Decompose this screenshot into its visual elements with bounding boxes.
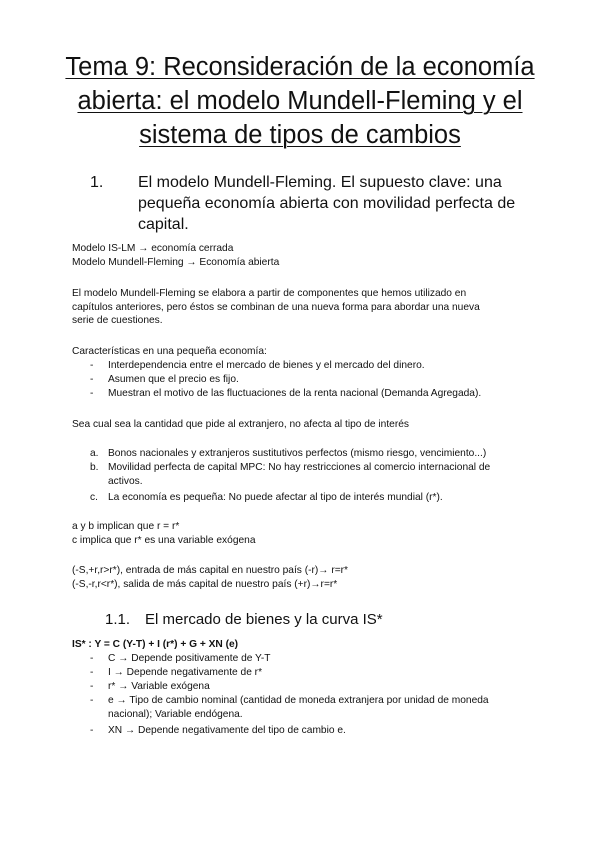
is-equation: IS* : Y = C (Y-T) + I (r*) + G + XN (e) xyxy=(72,639,239,650)
assumption-label: b. xyxy=(90,462,99,473)
flow-line: (-S,+r,r>r*), entrada de más capital en nuestro país (-r)→ r=r* xyxy=(72,565,349,576)
assumption-item xyxy=(0,447,600,461)
section-1-1-title: El mercado de bienes y la curva IS* xyxy=(145,611,383,628)
list-item xyxy=(0,724,600,738)
implication-line: a y b implican que r = r* xyxy=(72,521,180,532)
list-item-text: r* → Variable exógena xyxy=(108,681,210,692)
list-item xyxy=(0,666,600,680)
bullet-dash: - xyxy=(90,667,94,678)
list-item xyxy=(0,680,600,694)
assumption-line: activos. xyxy=(108,475,143,487)
bullet-dash: - xyxy=(90,725,94,736)
intro-line: El modelo Mundell-Fleming se elabora a partir de componentes que hemos utilizado en xyxy=(72,288,467,299)
section-1-title-line: pequeña economía abierta con movilidad perfecta de xyxy=(138,195,516,212)
list-item-text: I → Depende negativamente de r* xyxy=(108,667,263,678)
list-item-text xyxy=(108,694,538,721)
section-1-title-line: capital. xyxy=(138,216,189,233)
bullet-dash: - xyxy=(90,388,94,399)
bullet-dash: - xyxy=(90,360,94,371)
section-1-1-number: 1.1. xyxy=(105,611,131,628)
list-item-text: Muestran el motivo de las fluctuaciones de la renta nacional (Demanda Agregada). xyxy=(108,388,482,399)
model-line: Modelo Mundell-Fleming → Economía abierta xyxy=(72,256,280,268)
model-line: Modelo IS-LM → economía cerrada xyxy=(72,243,234,254)
list-item xyxy=(0,359,600,373)
bullet-dash: - xyxy=(90,653,94,664)
implication-line: c implica que r* es una variable exógena xyxy=(72,534,256,546)
intro-paragraph xyxy=(72,287,532,328)
list-item-text: Interdependencia entre el mercado de bienes y el mercado del dinero. xyxy=(108,360,425,371)
assumption-item xyxy=(0,461,600,489)
assumption-line: Movilidad perfecta de capital MPC: No hay restricciones al comercio internacional de xyxy=(108,462,491,473)
list-item-text: C → Depende positivamente de Y-T xyxy=(108,653,271,664)
list-item-line: e → Tipo de cambio nominal (cantidad de moneda extranjera por unidad de moneda xyxy=(108,695,489,706)
list-item xyxy=(0,652,600,666)
list-item-text: Asumen que el precio es fijo. xyxy=(108,374,239,385)
page-title: Tema 9: Reconsideración de la economía abierta: el modelo Mundell-Fleming y el sistema de tipos de cambios xyxy=(65,53,535,149)
list-item-text: XN → Depende negativamente del tipo de cambio e. xyxy=(108,725,346,736)
assumption-text: Bonos nacionales y extranjeros sustitutivos perfectos (mismo riesgo, vencimiento...) xyxy=(108,448,487,459)
intro-line: capítulos anteriores, pero éstos se combinan de una nueva forma para abordar una nueva xyxy=(72,301,480,313)
assumption-text: La economía es pequeña: No puede afectar al tipo de interés mundial (r*). xyxy=(108,492,443,503)
flows-paragraph xyxy=(72,564,532,591)
characteristics-heading: Características en una pequeña economía: xyxy=(72,346,267,357)
flow-line: (-S,-r,r<r*), salida de más capital de nuestro país (+r)→r=r* xyxy=(72,578,338,590)
assumption-text xyxy=(108,461,538,488)
implications-paragraph xyxy=(72,520,532,547)
intro-line: serie de cuestiones. xyxy=(72,315,163,326)
bullet-dash: - xyxy=(90,695,94,706)
list-item xyxy=(0,387,600,401)
assumption-label: c. xyxy=(90,492,98,503)
assumption-item xyxy=(0,491,600,505)
list-item xyxy=(0,373,600,387)
bullet-dash: - xyxy=(90,681,94,692)
section-1-number: 1. xyxy=(90,174,104,191)
section-1-title-line: El modelo Mundell-Fleming. El supuesto clave: una xyxy=(138,174,502,191)
rate-statement: Sea cual sea la cantidad que pide al extranjero, no afecta al tipo de interés xyxy=(72,419,409,430)
models-paragraph xyxy=(72,242,532,269)
list-item xyxy=(0,694,600,722)
list-item-line: nacional); Variable endógena. xyxy=(108,708,243,720)
assumption-label: a. xyxy=(90,448,99,459)
bullet-dash: - xyxy=(90,374,94,385)
section-1-title xyxy=(138,172,548,235)
